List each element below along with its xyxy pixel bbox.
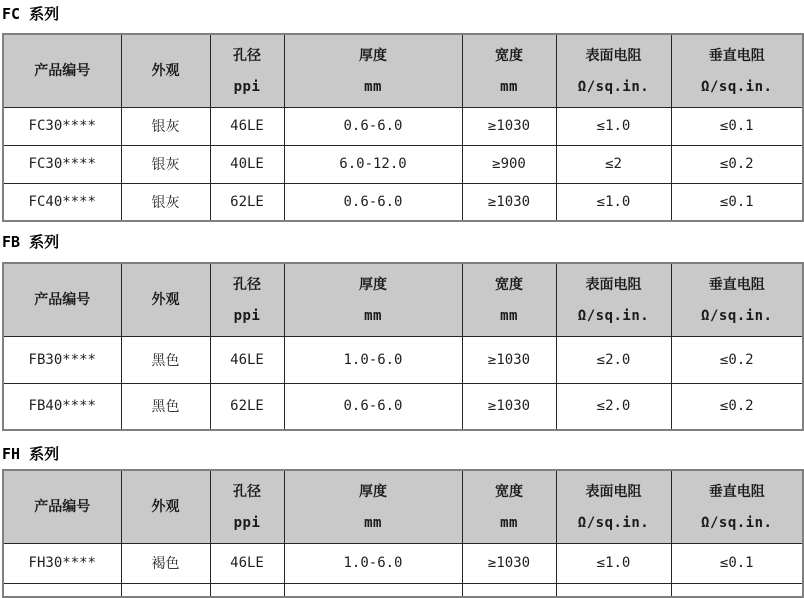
column-header xyxy=(671,470,803,543)
section-title-fb: FB 系列 xyxy=(2,233,60,251)
column-header-label: 厚度 xyxy=(359,483,387,500)
table-cell: 1.0-6.0 xyxy=(284,336,462,383)
section-title-fh: FH 系列 xyxy=(2,445,60,463)
column-header xyxy=(556,470,671,543)
table-cell xyxy=(121,583,210,597)
table-cell: FB30**** xyxy=(3,336,121,383)
table-cell: ≤2.0 xyxy=(556,336,671,383)
partial-row xyxy=(3,583,803,597)
table-cell: ≤1.0 xyxy=(556,543,671,583)
table-row xyxy=(3,183,803,221)
table-cell: ≥1030 xyxy=(462,336,556,383)
table-cell: ≤0.1 xyxy=(671,543,803,583)
table-cell: 黑色 xyxy=(121,336,210,383)
table-cell: 62LE xyxy=(210,183,284,221)
table-cell: ≤1.0 xyxy=(556,183,671,221)
column-header xyxy=(3,470,121,543)
column-header-unit: Ω/sq.in. xyxy=(701,78,773,95)
table-cell: 银灰 xyxy=(121,107,210,145)
table-row xyxy=(3,145,803,183)
table-cell: ≤0.2 xyxy=(671,145,803,183)
column-header-unit: mm xyxy=(364,307,382,324)
header-row xyxy=(3,470,803,543)
column-header-label: 垂直电阻 xyxy=(708,47,765,64)
header-row xyxy=(3,263,803,336)
column-header-label: 孔径 xyxy=(233,276,261,293)
table-cell: ≤2.0 xyxy=(556,383,671,430)
table-row xyxy=(3,107,803,145)
column-header xyxy=(210,263,284,336)
table-cell: 褐色 xyxy=(121,543,210,583)
table-cell: 1.0-6.0 xyxy=(284,543,462,583)
column-header xyxy=(284,34,462,107)
column-header-unit: ppi xyxy=(233,307,261,324)
table-row xyxy=(3,543,803,583)
column-header xyxy=(284,263,462,336)
table-cell: FH30**** xyxy=(3,543,121,583)
table-cell: ≤1.0 xyxy=(556,107,671,145)
column-header xyxy=(3,263,121,336)
table-cell xyxy=(284,583,462,597)
column-header-unit: Ω/sq.in. xyxy=(577,514,650,531)
table-cell: ≥1030 xyxy=(462,107,556,145)
table-cell: 46LE xyxy=(210,107,284,145)
table-cell: FB40**** xyxy=(3,383,121,430)
column-header xyxy=(210,34,284,107)
spec-table-fh xyxy=(2,469,804,598)
column-header-label: 外观 xyxy=(151,498,180,515)
column-header-unit: mm xyxy=(500,78,518,95)
column-header-unit: mm xyxy=(500,307,518,324)
column-header xyxy=(121,470,210,543)
column-header-label: 孔径 xyxy=(233,483,261,500)
table-cell xyxy=(671,583,803,597)
table-cell: FC40**** xyxy=(3,183,121,221)
table-cell xyxy=(462,583,556,597)
table-cell xyxy=(210,583,284,597)
table-cell: 0.6-6.0 xyxy=(284,107,462,145)
column-header-label: 宽度 xyxy=(495,47,523,64)
table-cell xyxy=(556,583,671,597)
table-cell: ≤0.1 xyxy=(671,183,803,221)
table-cell: ≥1030 xyxy=(462,183,556,221)
column-header-unit: Ω/sq.in. xyxy=(701,514,773,531)
table-cell: 黑色 xyxy=(121,383,210,430)
column-header xyxy=(556,34,671,107)
table-cell: ≤0.1 xyxy=(671,107,803,145)
column-header-label: 产品编号 xyxy=(34,291,91,308)
column-header-unit: mm xyxy=(364,78,382,95)
column-header-unit: mm xyxy=(500,514,518,531)
column-header xyxy=(121,263,210,336)
table-cell: ≤2 xyxy=(556,145,671,183)
column-header-label: 外观 xyxy=(151,291,180,308)
section-title-fc: FC 系列 xyxy=(2,5,60,23)
column-header xyxy=(121,34,210,107)
column-header xyxy=(671,263,803,336)
table-cell: 银灰 xyxy=(121,183,210,221)
spec-table-fc xyxy=(2,33,804,222)
column-header-unit: Ω/sq.in. xyxy=(577,307,650,324)
table-row xyxy=(3,383,803,430)
table-row xyxy=(3,336,803,383)
column-header-unit: ppi xyxy=(233,514,261,531)
table-cell: 0.6-6.0 xyxy=(284,383,462,430)
column-header xyxy=(556,263,671,336)
column-header-label: 表面电阻 xyxy=(585,47,642,64)
table-cell: 40LE xyxy=(210,145,284,183)
column-header-label: 厚度 xyxy=(359,276,387,293)
column-header xyxy=(462,470,556,543)
column-header-label: 垂直电阻 xyxy=(708,276,765,293)
column-header-unit: ppi xyxy=(233,78,261,95)
column-header xyxy=(284,470,462,543)
column-header xyxy=(3,34,121,107)
column-header-label: 产品编号 xyxy=(34,498,91,515)
table-cell: ≤0.2 xyxy=(671,336,803,383)
table-cell: ≤0.2 xyxy=(671,383,803,430)
column-header-label: 宽度 xyxy=(495,276,523,293)
column-header-label: 厚度 xyxy=(359,47,387,64)
column-header-label: 表面电阻 xyxy=(585,276,642,293)
table-cell xyxy=(3,583,121,597)
table-cell: 46LE xyxy=(210,543,284,583)
table-cell: 62LE xyxy=(210,383,284,430)
column-header-unit: Ω/sq.in. xyxy=(701,307,773,324)
column-header-label: 垂直电阻 xyxy=(708,483,765,500)
column-header-unit: mm xyxy=(364,514,382,531)
table-cell: ≥1030 xyxy=(462,543,556,583)
column-header xyxy=(462,263,556,336)
table-cell: FC30**** xyxy=(3,145,121,183)
spec-table-fb xyxy=(2,262,804,431)
column-header-label: 产品编号 xyxy=(34,62,91,79)
column-header-label: 宽度 xyxy=(495,483,523,500)
table-cell: 0.6-6.0 xyxy=(284,183,462,221)
table-cell: 银灰 xyxy=(121,145,210,183)
column-header-label: 外观 xyxy=(151,62,180,79)
column-header-unit: Ω/sq.in. xyxy=(577,78,650,95)
column-header-label: 孔径 xyxy=(233,47,261,64)
column-header-label: 表面电阻 xyxy=(585,483,642,500)
table-cell: FC30**** xyxy=(3,107,121,145)
column-header xyxy=(462,34,556,107)
column-header xyxy=(671,34,803,107)
header-row xyxy=(3,34,803,107)
table-cell: ≥1030 xyxy=(462,383,556,430)
column-header xyxy=(210,470,284,543)
table-cell: 6.0-12.0 xyxy=(284,145,462,183)
table-cell: 46LE xyxy=(210,336,284,383)
table-cell: ≥900 xyxy=(462,145,556,183)
